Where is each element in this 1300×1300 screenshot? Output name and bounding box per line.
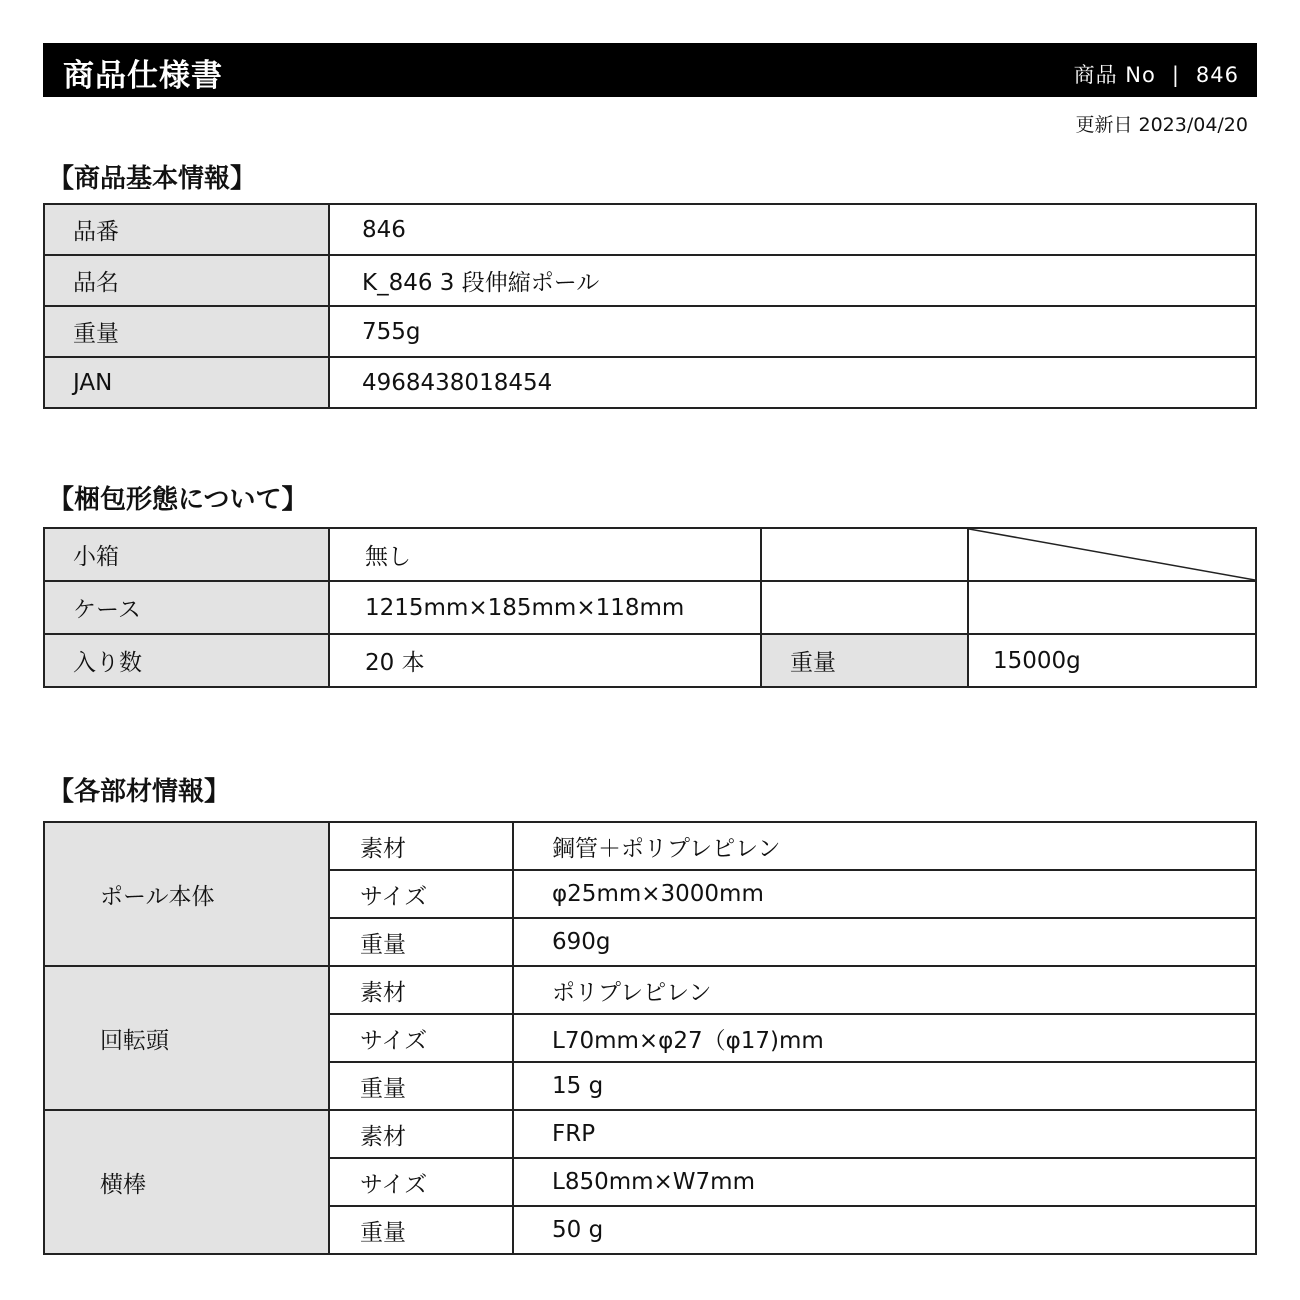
row-label: 重量	[329, 1206, 513, 1254]
case-weight-value: 15000g	[968, 634, 1256, 687]
header-bar	[43, 43, 1257, 97]
section-title-packaging: 【梱包形態について】	[48, 485, 308, 515]
group-name: 横棒	[44, 1110, 329, 1254]
table-row	[44, 528, 1256, 581]
table-row	[44, 306, 1256, 357]
table-row	[44, 1110, 1256, 1158]
empty-cell	[968, 581, 1256, 634]
row-value: 690g	[513, 918, 1256, 966]
separator: |	[1171, 63, 1180, 87]
table-row	[44, 255, 1256, 306]
row-label: サイズ	[329, 870, 513, 918]
row-value: 1215mm×185mm×118mm	[329, 581, 761, 634]
row-value: 846	[329, 204, 1256, 255]
diagonal-line	[969, 529, 1255, 580]
row-label: 重量	[329, 1062, 513, 1110]
row-label: 入り数	[44, 634, 329, 687]
product-number	[1074, 59, 1239, 89]
row-value: L850mm×W7mm	[513, 1158, 1256, 1206]
row-label: 素材	[329, 966, 513, 1014]
group-name: ポール本体	[44, 822, 329, 966]
row-value: 鋼管＋ポリプレピレン	[513, 822, 1256, 870]
row-value: 4968438018454	[329, 357, 1256, 408]
table-row	[44, 204, 1256, 255]
row-value: K_846 3 段伸縮ポール	[329, 255, 1256, 306]
basic-info-table	[43, 203, 1257, 409]
row-value: ポリプレピレン	[513, 966, 1256, 1014]
row-value: FRP	[513, 1110, 1256, 1158]
table-row	[44, 357, 1256, 408]
row-value: 755g	[329, 306, 1256, 357]
group-name: 回転頭	[44, 966, 329, 1110]
row-value: 15 g	[513, 1062, 1256, 1110]
row-value: L70mm×φ27（φ17)mm	[513, 1014, 1256, 1062]
diagonal-cell	[968, 528, 1256, 581]
row-label: 品名	[44, 255, 329, 306]
section-title-parts: 【各部材情報】	[48, 777, 231, 807]
empty-cell	[761, 528, 968, 581]
empty-cell	[761, 581, 968, 634]
row-label: 重量	[44, 306, 329, 357]
table-row	[44, 822, 1256, 870]
row-label: 重量	[329, 918, 513, 966]
case-weight-label: 重量	[761, 634, 968, 687]
row-label: サイズ	[329, 1158, 513, 1206]
product-number-label: 商品 No	[1073, 63, 1156, 87]
table-row	[44, 966, 1256, 1014]
product-number-value: 846	[1195, 63, 1239, 87]
row-value: 20 本	[329, 634, 761, 687]
table-row	[44, 581, 1256, 634]
row-label: サイズ	[329, 1014, 513, 1062]
row-value: 無し	[329, 528, 761, 581]
row-label: 小箱	[44, 528, 329, 581]
row-label: 品番	[44, 204, 329, 255]
row-label: ケース	[44, 581, 329, 634]
row-label: JAN	[44, 357, 329, 408]
packaging-table	[43, 527, 1257, 688]
row-value: φ25mm×3000mm	[513, 870, 1256, 918]
section-title-basic-info: 【商品基本情報】	[48, 164, 257, 194]
table-row	[44, 634, 1256, 687]
row-label: 素材	[329, 822, 513, 870]
updated-date: 更新日 2023/04/20	[1075, 114, 1248, 136]
row-value: 50 g	[513, 1206, 1256, 1254]
parts-table	[43, 821, 1257, 1255]
page-title: 商品仕様書	[63, 58, 223, 94]
row-label: 素材	[329, 1110, 513, 1158]
